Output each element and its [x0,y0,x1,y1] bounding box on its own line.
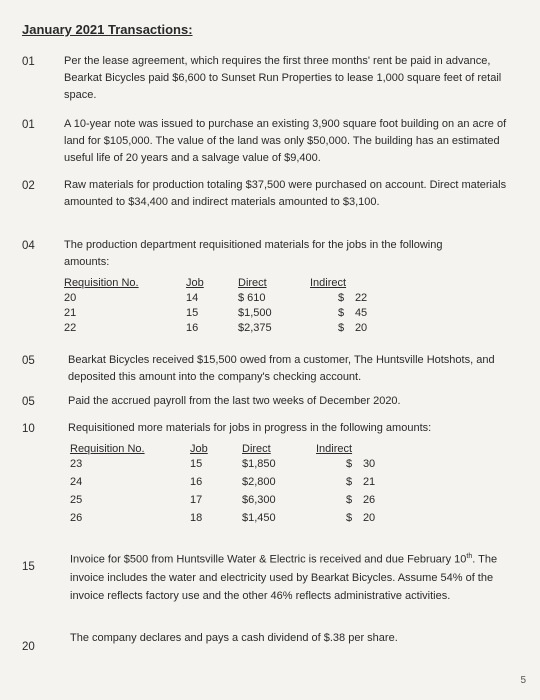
header-requisition: Requisition No. [70,443,145,455]
cell-job: 17 [190,494,203,506]
cell-indirect: 22 [354,292,368,304]
entry-date: 01 [22,119,35,131]
entry-date: 15 [22,561,35,573]
entry-date: 10 [22,423,35,435]
table-header-row [70,443,376,458]
table-row [64,307,370,322]
entry-text: Bearkat Bicycles received $15,500 owed from a customer, The Huntsville Hotshots, and deposited this amount into the company's checking account. [68,354,495,383]
entry-date: 02 [22,180,35,192]
table-row [70,494,376,512]
entry-date: 05 [22,396,35,408]
cell-requisition: 26 [70,512,83,524]
cell-job: 18 [190,512,203,524]
currency-sign: $ [346,512,353,524]
header-indirect: Indirect [316,443,353,455]
entry-text-part: Invoice for $500 from Huntsville Water & Electric is received and due February 10 [70,553,467,566]
superscript: th [466,553,473,560]
entry-text: The production department requisitioned materials for the jobs in the following amounts: [64,239,443,268]
currency-sign: $ [338,292,345,304]
currency-sign: $ [346,494,353,506]
entry-text-part: . The invoice includes the water and electricity used by Bearkat Bicycles. Assume 54% of the invoice reflects factory use and the other 46% reflects administrative activities. [70,553,498,602]
entry-text [70,548,516,605]
header-direct: Direct [242,443,271,455]
table-row [64,322,370,337]
cell-job: 16 [186,322,199,334]
header-job: Job [186,277,204,289]
cell-direct: $1,500 [238,307,272,319]
cell-direct: $1,850 [242,458,276,470]
cell-direct: $2,800 [242,476,276,488]
requisition-table-2 [70,443,376,530]
entry-date: 05 [22,355,35,367]
header-indirect: Indirect [310,277,347,289]
header-requisition: Requisition No. [64,277,139,289]
cell-job: 14 [186,292,199,304]
header-direct: Direct [238,277,267,289]
table-row [70,458,376,476]
cell-requisition: 23 [70,458,83,470]
cell-direct: $6,300 [242,494,276,506]
entry-text: Raw materials for production totaling $37,500 were purchased on account. Direct materials amounted to $34,400 and indirect materials amounted to $3,100. [64,179,507,208]
currency-sign: $ [346,458,353,470]
currency-sign: $ [346,476,353,488]
table-row [70,476,376,494]
table-row [70,512,376,530]
header-job: Job [190,443,208,455]
cell-indirect: 21 [362,476,376,488]
requisition-table-1 [64,277,370,337]
cell-indirect: 26 [362,494,376,506]
cell-job: 15 [186,307,199,319]
cell-requisition: 25 [70,494,83,506]
cell-job: 16 [190,476,203,488]
entry-text: Requisitioned more materials for jobs in progress in the following amounts: [68,422,432,434]
cell-direct: $2,375 [238,322,272,334]
entry-text: The company declares and pays a cash dividend of $.38 per share. [70,632,398,644]
cell-requisition: 24 [70,476,83,488]
cell-indirect: 45 [354,307,368,319]
cell-indirect: 30 [362,458,376,470]
page-title: January 2021 Transactions: [22,22,193,37]
cell-requisition: 20 [64,292,77,304]
currency-sign: $ [338,307,345,319]
entry-text: Paid the accrued payroll from the last two weeks of December 2020. [68,395,401,407]
cell-job: 15 [190,458,203,470]
entry-date: 01 [22,56,35,68]
entry-text: A 10-year note was issued to purchase an existing 3,900 square foot building on an acre of land for $105,000. The value of the land was only $50,000. The building has an estimated useful life of 20 years and a salvage value of $9,400. [64,118,507,164]
table-header-row [64,277,370,292]
cell-direct: $1,450 [242,512,276,524]
page-number: 5 [520,675,526,686]
entry-text: Per the lease agreement, which requires the first three months' rent be paid in advance, Bearkat Bicycles paid $6,600 to Sunset Run Properties to lease 1,000 square feet of retail space. [64,55,502,101]
cell-direct: $ 610 [238,292,266,304]
cell-requisition: 21 [64,307,77,319]
entry-date: 04 [22,240,35,252]
table-row [64,292,370,307]
cell-indirect: 20 [362,512,376,524]
cell-requisition: 22 [64,322,77,334]
entry-date: 20 [22,641,35,653]
cell-indirect: 20 [354,322,368,334]
currency-sign: $ [338,322,345,334]
